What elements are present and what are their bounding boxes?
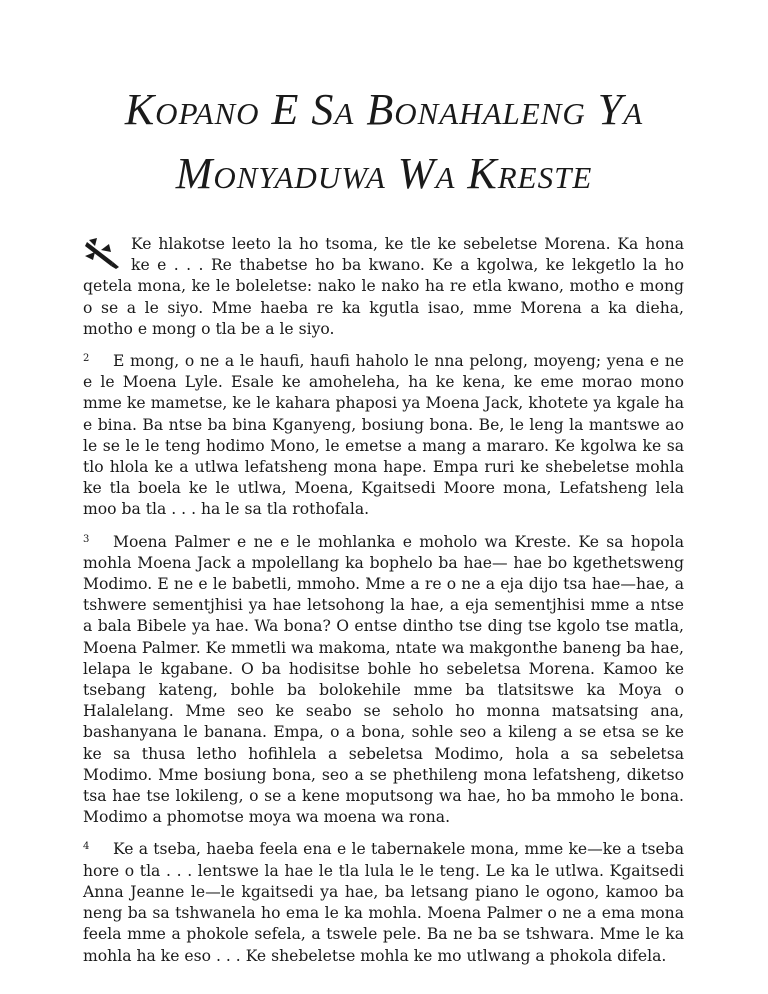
paragraph-number: 2 <box>83 353 90 365</box>
title-line-2: Monyaduwa Wa Kreste <box>175 149 593 198</box>
paragraph-2 <box>83 348 684 521</box>
paragraph-4 <box>83 836 684 966</box>
document-body <box>83 234 684 975</box>
paragraph-text: E mong, o ne a le haufi, haufi haholo le nna pelong, moyeng; yena e ne e le Moena Lyle. Esale ke amoheleha, ha ke kena, ke eme morao mono mme ke mametse, ke le kahara phaposi ya Moena Jack, khotete ya kgale ha e bina. Ba ntse ba bina Kganyeng, bosiung bona. Be, le leng la mantswe ao le se le le teng hodimo Mono, le emetse a mang a mararo. Ke kgolwa ke sa tlo hlola ke a utlwa lefatsheng mona hape. Empa ruri ke shebeletse mohla ke tla boela ke le utlwa, Moena, Kgaitsedi Moore mona, Lefatsheng lela moo ba tla . . . ha le sa tla rothofala. <box>83 352 684 519</box>
page-title <box>0 78 768 206</box>
paragraph-text: Moena Palmer e ne e le mohlanka e moholo wa Kreste. Ke sa hopola mohla Moena Jack a mpolellang ka bophelo ba hae— hae bo kgethetsweng Modimo. E ne e le babetli, mmoho. Mme a re o ne a eja dijo tsa hae—hae, a tshwere sementjhisi ya hae letsohong la hae, a eja sementjhisi mme a ntse a bala Bibele ya hae. Wa bona? O entse dintho tse ding tse kgolo tse matla, Moena Palmer. Ke mmetli wa makoma, ntate wa makgonthe baneng ba hae, lelapa le kgabane. O ba hodisitse bohle ho sebeletsa Morena. Kamoo ke tsebang kateng, bohle ba bolokehile mme ba tlatsitswe ka Moya o Halalelang. Mme seo ke seabo se seholo ho monna matsatsing ana, bashanyana le banana. Empa, o a bona, sohle seo a kileng a se etsa se ke ke sa thusa letho hofihlela a sebeletsa Modimo, hola a sa sebeletsa Modimo. Mme bosiung bona, seo a se phethileng mona lefatsheng, diketso tsa hae tse lokileng, o se a kene moputsong wa hae, ho ba mmoho le bona. Modimo a phomotse moya wa moena wa rona. <box>83 532 684 827</box>
paragraph-text: Ke a tseba, haeba feela ena e le tabernakele mona, mme ke—ke a tseba hore o tla . . . lentswe la hae le tla lula le le teng. Le ka le utlwa. Kgaitsedi Anna Jeanne le—le kgaitsedi ya hae, ba letsang piano le ogono, kamoo ba neng ba sa tshwanela ho ema le ka mohla. Moena Palmer o ne a ema mona feela mme a phokole sefela, a tswele pele. Ba ne ba se tshwara. Mme le ka mohla ha ke eso . . . Ke shebeletse mohla ke mo utlwang a phokola difela. <box>83 840 684 965</box>
paragraph-number: 4 <box>83 841 90 853</box>
quill-pen-icon <box>83 236 127 270</box>
title-line-1: Kopano E Sa Bonahaleng Ya <box>124 85 644 134</box>
paragraph-number: 3 <box>83 533 90 545</box>
paragraph-1 <box>83 234 684 340</box>
paragraph-3 <box>83 529 684 829</box>
paragraph-text: Ke hlakotse leeto la ho tsoma, ke tle ke sebeletse Morena. Ka hona ke e . . . Re thabetse ho ba kwano. Ke a kgolwa, ke lekgetlo la ho qetela mona, ke le boleletse: nako le nako ha re etla kwano, motho e mong o se a le siyo. Mme haeba re ka kgutla isao, mme Morena a ka dieha, motho e mong o tla be a le siyo. <box>83 235 684 338</box>
